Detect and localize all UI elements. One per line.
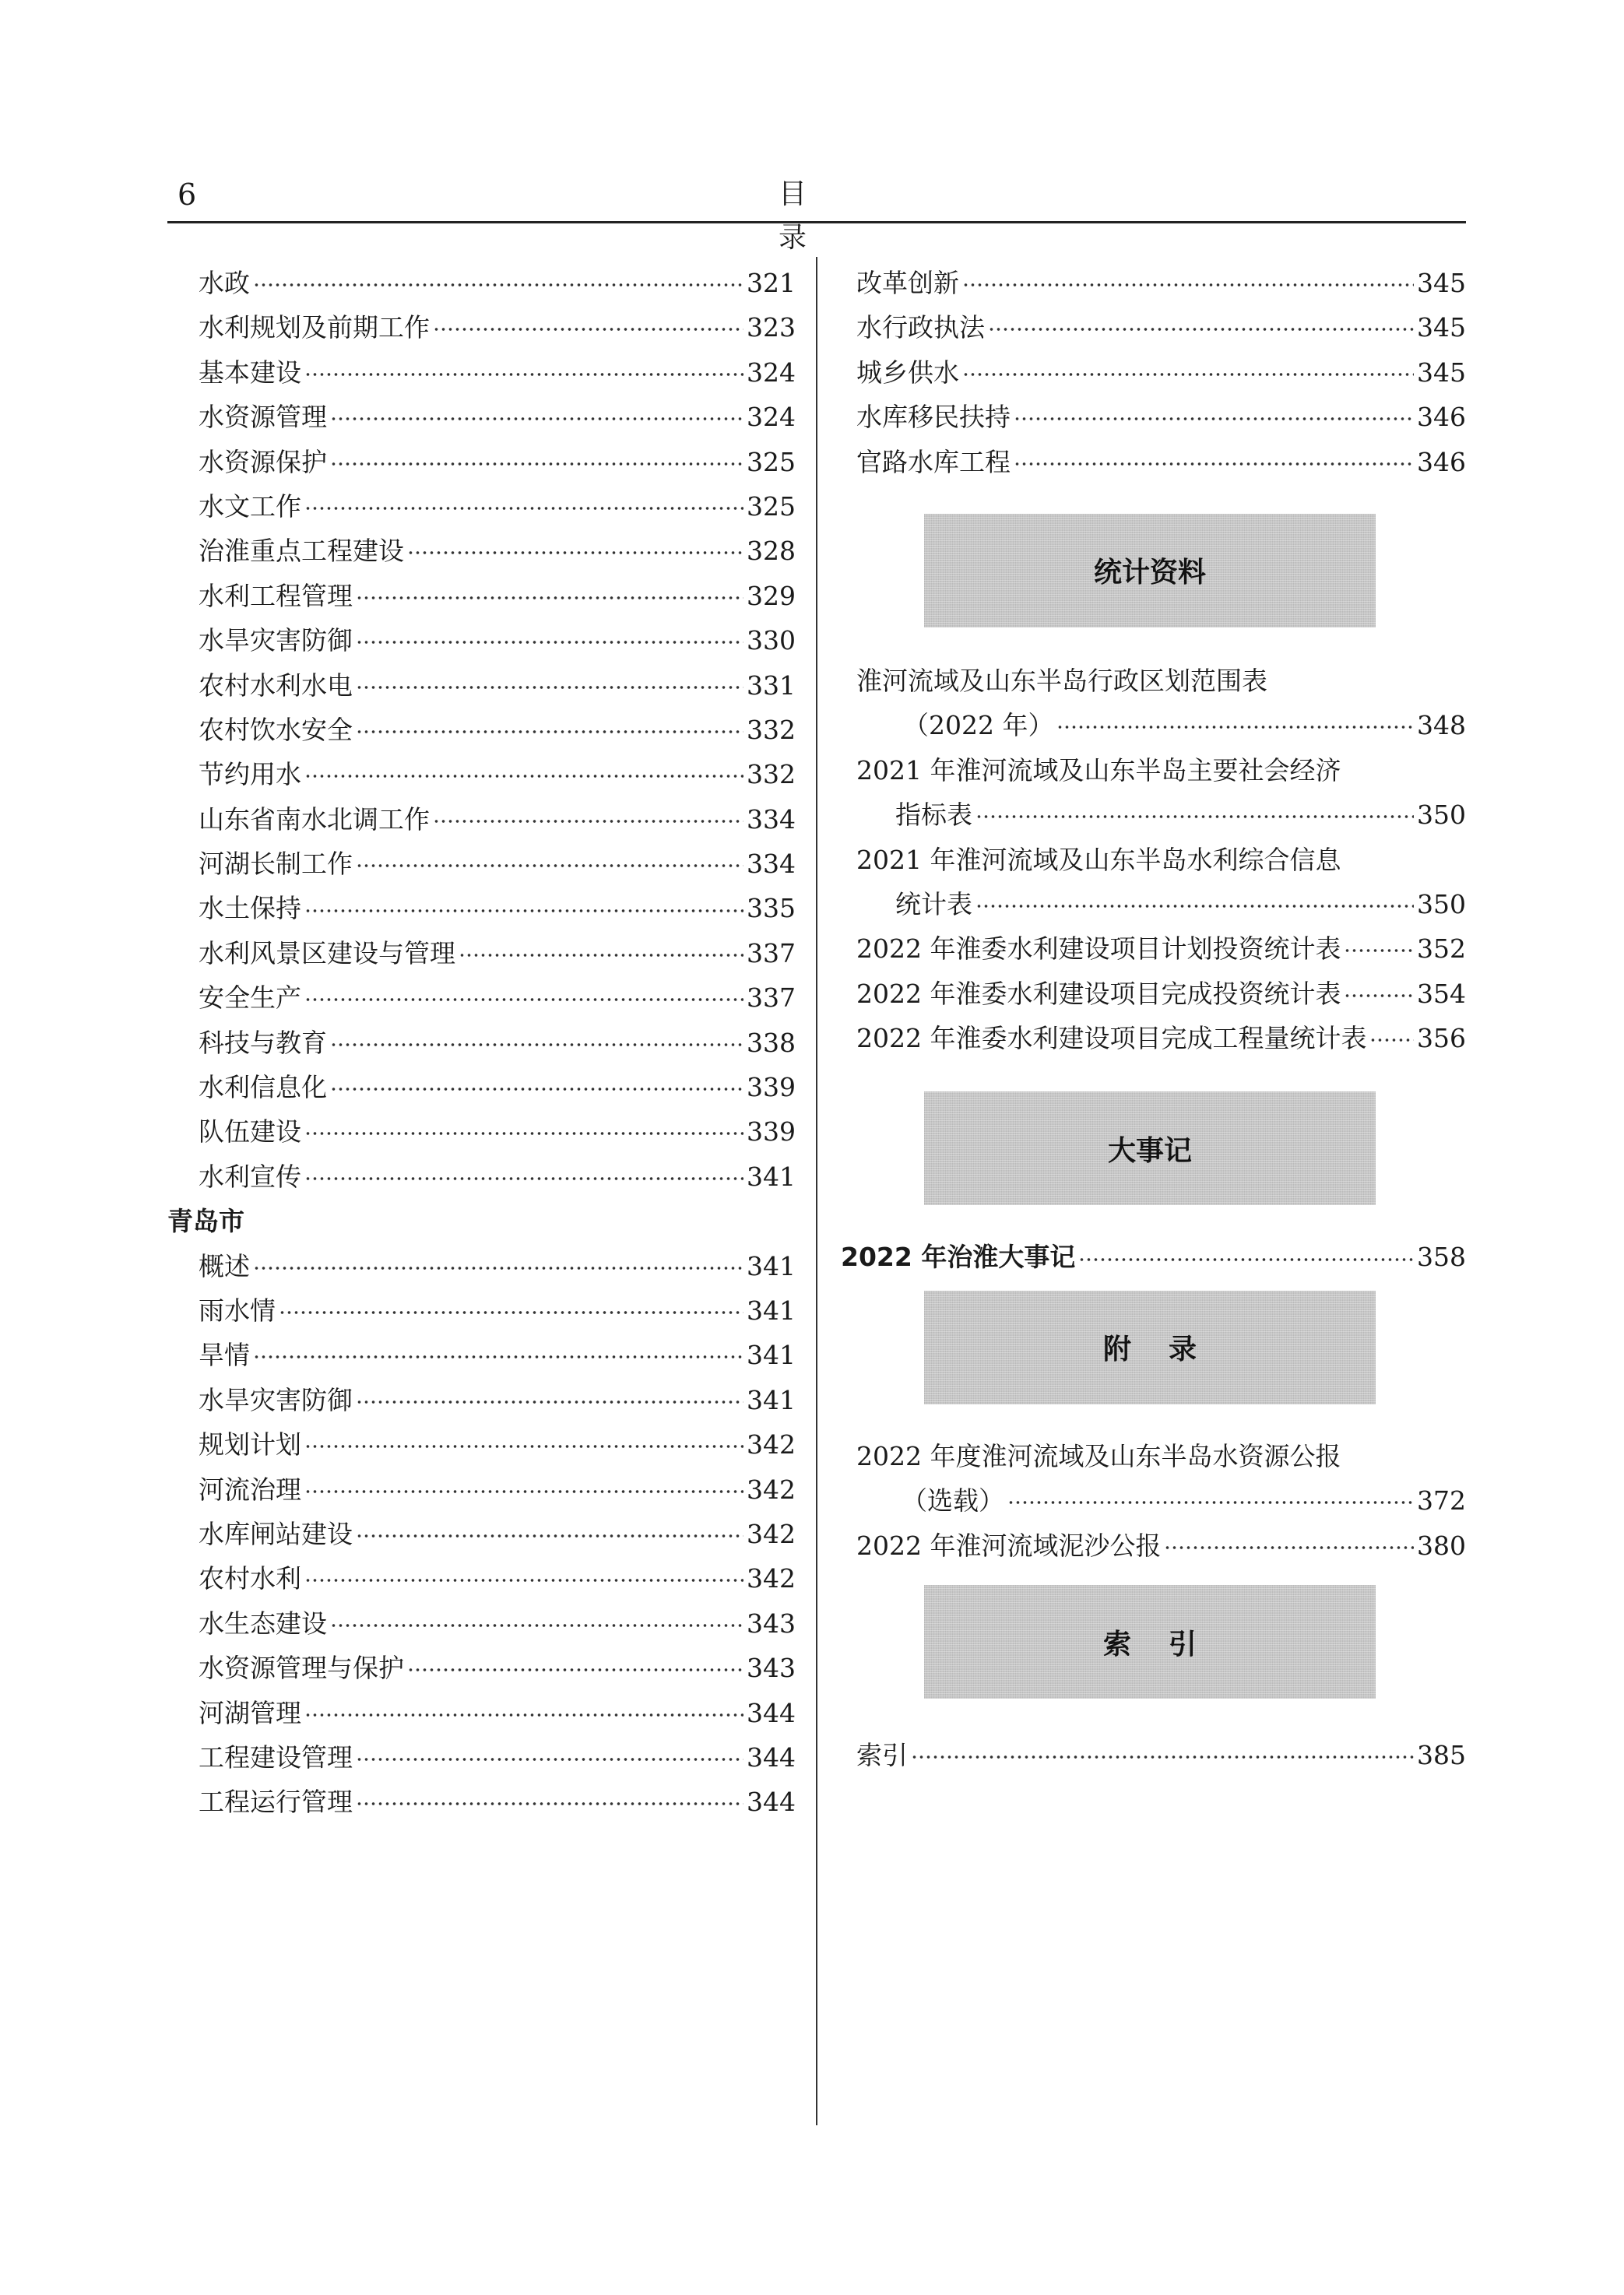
toc-entry-title: 队伍建设 xyxy=(199,1116,301,1148)
toc-right-column xyxy=(841,261,1466,1777)
dot-leader xyxy=(988,311,1414,336)
toc-page-number: 339 xyxy=(747,1116,796,1148)
toc-page-number: 344 xyxy=(747,1741,796,1773)
toc-entry-line1 xyxy=(841,748,1466,793)
toc-page-number: 342 xyxy=(747,1429,796,1460)
toc-entry[interactable] xyxy=(167,886,796,930)
toc-entry-title: 农村水利 xyxy=(199,1563,301,1594)
dot-leader xyxy=(975,887,1414,913)
section-banner-index: 索引 xyxy=(924,1585,1376,1699)
toc-page-number: 346 xyxy=(1417,446,1466,477)
toc-entry-title: 科技与教育 xyxy=(199,1027,327,1058)
toc-entry[interactable] xyxy=(167,484,796,529)
dot-leader xyxy=(911,1738,1414,1764)
toc-page-number: 332 xyxy=(747,714,796,745)
dot-leader xyxy=(356,669,743,694)
column-divider xyxy=(816,257,817,2125)
toc-entry-title: 工程建设管理 xyxy=(199,1741,353,1773)
toc-entry[interactable] xyxy=(167,797,796,842)
dot-leader xyxy=(330,1607,743,1633)
toc-entry[interactable] xyxy=(841,440,1466,484)
toc-page-number: 342 xyxy=(747,1563,796,1594)
toc-entry[interactable] xyxy=(841,395,1466,439)
toc-page-number: 343 xyxy=(747,1653,796,1684)
dot-leader xyxy=(304,1696,743,1722)
toc-entry-title: 基本建设 xyxy=(199,357,301,388)
dot-leader xyxy=(304,891,743,917)
toc-entry-title: 水生态建设 xyxy=(199,1608,327,1639)
toc-page-number: 324 xyxy=(747,357,796,388)
toc-page-number: 356 xyxy=(1417,1023,1466,1054)
toc-entry-title: 2022 年度淮河流域及山东半岛水资源公报 xyxy=(856,1440,1341,1471)
toc-section-list xyxy=(841,261,1466,484)
toc-entry-title: 水资源管理 xyxy=(199,402,327,433)
dot-leader xyxy=(356,1785,743,1811)
dot-leader xyxy=(304,356,743,381)
toc-entry-title: 水行政执法 xyxy=(856,312,985,343)
toc-entry-title: 治淮重点工程建设 xyxy=(199,536,404,567)
toc-entry-title: 水政 xyxy=(199,268,250,298)
toc-page-number: 352 xyxy=(1417,933,1466,965)
dot-leader xyxy=(330,400,743,426)
dot-leader xyxy=(1078,1240,1414,1266)
header-rule xyxy=(167,221,1466,223)
toc-entry-title: 水利宣传 xyxy=(199,1161,301,1192)
toc-page-number: 372 xyxy=(1417,1485,1466,1517)
toc-entry-title: 节约用水 xyxy=(199,759,301,790)
dot-leader xyxy=(356,1517,743,1543)
toc-entry-title: 2021 年淮河流域及山东半岛主要社会经济 xyxy=(856,754,1341,786)
toc-page-number: 330 xyxy=(747,625,796,656)
toc-entry-title: 水库闸站建设 xyxy=(199,1518,353,1549)
dot-leader xyxy=(356,624,743,649)
toc-entry[interactable] xyxy=(167,1467,796,1512)
dot-leader xyxy=(962,266,1414,292)
toc-entry[interactable] xyxy=(167,663,796,708)
toc-page-number: 350 xyxy=(1417,888,1466,919)
toc-entry[interactable] xyxy=(167,1288,796,1333)
toc-page-number: 342 xyxy=(747,1474,796,1505)
running-title: 目 录 xyxy=(779,178,824,254)
toc-entry[interactable] xyxy=(167,931,796,975)
toc-entry-line1 xyxy=(841,659,1466,703)
dot-leader xyxy=(1014,445,1414,471)
toc-entry-title: 水土保持 xyxy=(199,893,301,924)
toc-entry[interactable] xyxy=(841,1235,1466,1279)
toc-page-number: 345 xyxy=(1417,357,1466,388)
toc-entry-title: 改革创新 xyxy=(856,268,959,298)
section-banner-appendix: 附录 xyxy=(924,1291,1376,1404)
toc-page-number: 324 xyxy=(747,402,796,433)
dot-leader xyxy=(356,713,743,739)
toc-entry-title: 水利规划及前期工作 xyxy=(199,312,430,343)
toc-entry-title: 水文工作 xyxy=(199,490,301,522)
dot-leader xyxy=(407,534,743,560)
toc-entry-title: 河流治理 xyxy=(199,1474,301,1505)
toc-entry[interactable] xyxy=(841,793,1466,837)
toc-page-number: 323 xyxy=(747,312,796,343)
toc-page-number: 380 xyxy=(1417,1530,1466,1561)
toc-entry[interactable] xyxy=(167,975,796,1020)
toc-entry[interactable] xyxy=(167,1512,796,1556)
toc-entry[interactable] xyxy=(167,395,796,439)
toc-entry[interactable] xyxy=(841,972,1466,1016)
toc-entry[interactable] xyxy=(841,350,1466,395)
toc-entry[interactable] xyxy=(167,1244,796,1288)
toc-page-number: 325 xyxy=(747,446,796,477)
toc-page-number: 331 xyxy=(747,670,796,701)
dot-leader xyxy=(407,1651,743,1677)
toc-entry[interactable] xyxy=(841,1016,1466,1060)
toc-page-number: 358 xyxy=(1417,1242,1466,1273)
toc-entry[interactable] xyxy=(167,1378,796,1422)
toc-entry[interactable] xyxy=(841,261,1466,305)
toc-page-number: 328 xyxy=(747,536,796,567)
toc-entry-title: 2022 年淮委水利建设项目完成工程量统计表 xyxy=(856,1023,1367,1054)
toc-entry-title: 官路水库工程 xyxy=(856,446,1011,477)
toc-page-number: 337 xyxy=(747,937,796,968)
toc-page-number: 339 xyxy=(747,1072,796,1103)
toc-page-number: 385 xyxy=(1417,1740,1466,1771)
dot-leader xyxy=(459,937,743,962)
toc-entry[interactable] xyxy=(167,708,796,752)
toc-entry[interactable] xyxy=(167,261,796,305)
toc-qingdao-list xyxy=(167,1244,796,1825)
toc-entry[interactable] xyxy=(167,1556,796,1601)
toc-entry-title: 水利信息化 xyxy=(199,1072,327,1103)
dot-leader xyxy=(1164,1529,1414,1555)
dot-leader xyxy=(304,757,743,783)
dot-leader xyxy=(304,1160,743,1186)
dot-leader xyxy=(330,1026,743,1052)
toc-page-number: 337 xyxy=(747,982,796,1014)
section-banner-events: 大事记 xyxy=(924,1091,1376,1205)
toc-entry-title: 2021 年淮河流域及山东半岛水利综合信息 xyxy=(856,844,1341,875)
toc-entry-title: 河湖长制工作 xyxy=(199,849,353,880)
toc-page-number: 341 xyxy=(747,1384,796,1415)
toc-entry[interactable] xyxy=(167,842,796,886)
dot-leader xyxy=(253,1338,743,1364)
dot-leader xyxy=(304,1562,743,1587)
toc-page-number: 341 xyxy=(747,1250,796,1281)
dot-leader xyxy=(1056,708,1414,734)
toc-entry-title: 农村水利水电 xyxy=(199,670,353,701)
toc-page-number: 334 xyxy=(747,849,796,880)
toc-entry-title: 安全生产 xyxy=(199,982,301,1014)
toc-entry-title: 水旱灾害防御 xyxy=(199,1384,353,1415)
toc-page-number: 345 xyxy=(1417,268,1466,298)
toc-entry-title: 山东省南水北调工作 xyxy=(199,803,430,835)
toc-entry[interactable] xyxy=(841,305,1466,350)
toc-entry[interactable] xyxy=(167,752,796,796)
toc-page-number: 344 xyxy=(747,1697,796,1728)
toc-page-number: 321 xyxy=(747,268,796,298)
toc-entry-title: 淮河流域及山东半岛行政区划范围表 xyxy=(856,665,1267,696)
toc-entry-title: 雨水情 xyxy=(199,1295,276,1326)
toc-entry[interactable] xyxy=(167,1333,796,1377)
toc-entry[interactable] xyxy=(167,1735,796,1780)
toc-section-list xyxy=(167,261,796,1199)
toc-entry[interactable] xyxy=(841,1733,1466,1777)
toc-page-number: 350 xyxy=(1417,800,1466,831)
toc-page-number: 341 xyxy=(747,1295,796,1326)
toc-entry[interactable] xyxy=(167,1646,796,1690)
toc-entry[interactable] xyxy=(841,882,1466,926)
dot-leader xyxy=(975,798,1414,824)
toc-entry[interactable] xyxy=(167,1691,796,1735)
toc-entry[interactable] xyxy=(167,618,796,662)
toc-entry-title: 农村饮水安全 xyxy=(199,714,353,745)
toc-page-number: 346 xyxy=(1417,402,1466,433)
dot-leader xyxy=(304,981,743,1007)
toc-entry-title: 水资源管理与保护 xyxy=(199,1653,404,1684)
toc-entry-title: 水旱灾害防御 xyxy=(199,625,353,656)
toc-entry-title: 索引 xyxy=(856,1740,908,1771)
toc-entry[interactable] xyxy=(167,1601,796,1646)
toc-entry-title: 统计表 xyxy=(895,888,972,919)
toc-entry-title: 规划计划 xyxy=(199,1429,301,1460)
toc-page-number: 354 xyxy=(1417,978,1466,1009)
dot-leader xyxy=(330,1070,743,1096)
toc-entry[interactable] xyxy=(841,1478,1466,1523)
toc-page-number: 335 xyxy=(747,893,796,924)
dot-leader xyxy=(356,847,743,873)
dot-leader xyxy=(1344,977,1414,1003)
dot-leader xyxy=(433,803,743,828)
dot-leader xyxy=(1369,1021,1414,1047)
toc-entry[interactable] xyxy=(167,1422,796,1467)
toc-entry-title: 旱情 xyxy=(199,1340,250,1371)
toc-entry-title: 城乡供水 xyxy=(856,357,959,388)
dot-leader xyxy=(304,1473,743,1499)
dot-leader xyxy=(304,1115,743,1140)
toc-page-number: 343 xyxy=(747,1608,796,1639)
dot-leader xyxy=(253,1249,743,1275)
toc-entry-title: 水利风景区建设与管理 xyxy=(199,937,455,968)
region-heading-qingdao: 青岛市 xyxy=(167,1206,244,1237)
toc-left-column xyxy=(167,261,796,1825)
toc-entry-title: 河湖管理 xyxy=(199,1697,301,1728)
toc-entry-title: 工程运行管理 xyxy=(199,1787,353,1818)
dot-leader xyxy=(1014,400,1414,426)
toc-page-number: 341 xyxy=(747,1340,796,1371)
dot-leader xyxy=(253,266,743,292)
dot-leader xyxy=(356,579,743,605)
toc-page-number: 332 xyxy=(747,759,796,790)
dot-leader xyxy=(279,1294,743,1320)
toc-entry[interactable] xyxy=(167,529,796,573)
toc-page-number: 345 xyxy=(1417,312,1466,343)
toc-entry[interactable] xyxy=(167,305,796,350)
toc-page-number: 341 xyxy=(747,1161,796,1192)
toc-entry-title: 指标表 xyxy=(895,800,972,831)
toc-page-number: 344 xyxy=(747,1787,796,1818)
toc-entry[interactable] xyxy=(167,1065,796,1109)
toc-entry[interactable] xyxy=(841,1524,1466,1568)
dot-leader xyxy=(962,356,1414,381)
dot-leader xyxy=(356,1741,743,1766)
toc-entry-line1 xyxy=(841,838,1466,882)
toc-entry-title: 2022 年淮委水利建设项目完成投资统计表 xyxy=(856,978,1341,1009)
toc-entry[interactable] xyxy=(167,574,796,618)
toc-entry-title: （2022 年） xyxy=(903,710,1054,741)
toc-page-number: 334 xyxy=(747,803,796,835)
toc-entry[interactable] xyxy=(167,1109,796,1154)
toc-entry[interactable] xyxy=(167,1780,796,1824)
toc-entry-title: 水资源保护 xyxy=(199,446,327,477)
dot-leader xyxy=(330,445,743,471)
toc-entry[interactable] xyxy=(841,926,1466,971)
toc-entry-title: 2022 年淮委水利建设项目计划投资统计表 xyxy=(856,933,1341,965)
dot-leader xyxy=(304,1428,743,1453)
toc-entry-line1 xyxy=(841,1434,1466,1478)
toc-page-number: 329 xyxy=(747,580,796,611)
toc-page-number: 338 xyxy=(747,1027,796,1058)
page-number: 6 xyxy=(178,177,197,212)
dot-leader xyxy=(1344,932,1414,958)
toc-entry[interactable] xyxy=(167,1155,796,1199)
toc-entry-title: （选载） xyxy=(902,1485,1004,1517)
toc-entry[interactable] xyxy=(841,703,1466,747)
dot-leader xyxy=(304,490,743,515)
toc-entry-title: 水利工程管理 xyxy=(199,580,353,611)
dot-leader xyxy=(356,1383,743,1409)
toc-entry[interactable] xyxy=(167,1021,796,1065)
toc-page-number: 325 xyxy=(747,490,796,522)
toc-entry[interactable] xyxy=(167,440,796,484)
toc-entry-title: 水库移民扶持 xyxy=(856,402,1011,433)
toc-entry[interactable] xyxy=(167,350,796,395)
dot-leader xyxy=(433,311,743,336)
section-banner-statistics: 统计资料 xyxy=(924,514,1376,627)
toc-entry-title: 概述 xyxy=(199,1250,250,1281)
toc-page-number: 342 xyxy=(747,1518,796,1549)
toc-entry-title: 2022 年淮河流域泥沙公报 xyxy=(856,1530,1162,1561)
toc-entry-title: 2022 年治淮大事记 xyxy=(841,1242,1076,1273)
toc-page-number: 348 xyxy=(1417,710,1466,741)
dot-leader xyxy=(1007,1484,1414,1509)
